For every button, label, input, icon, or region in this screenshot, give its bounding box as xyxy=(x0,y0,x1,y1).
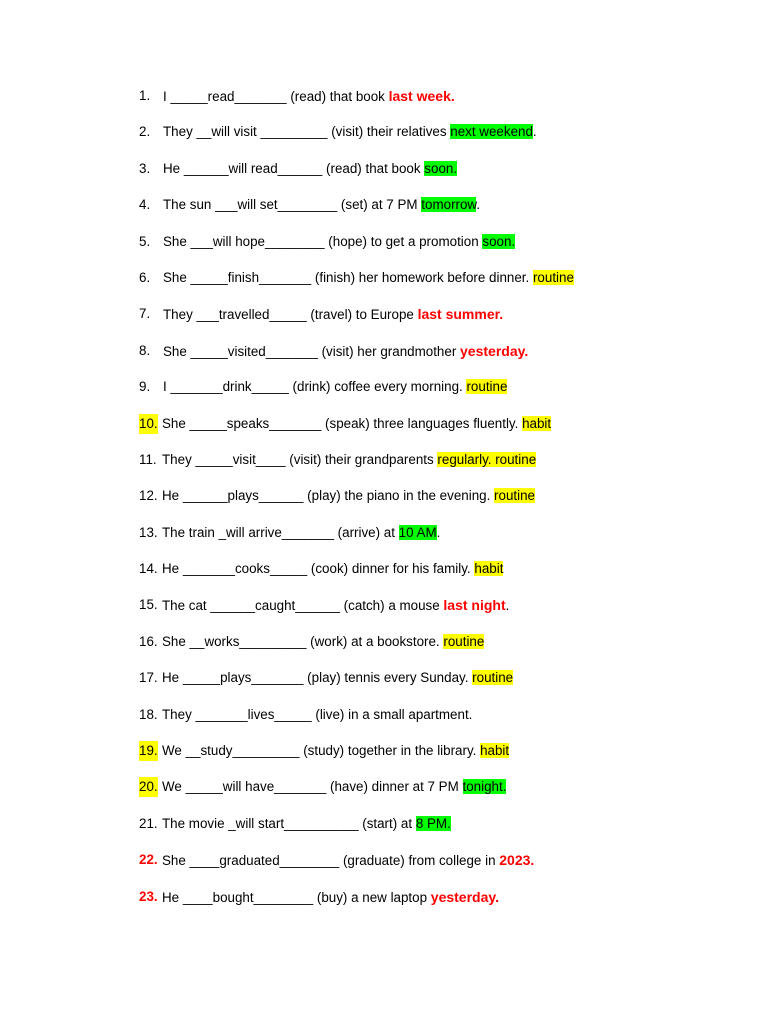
list-item xyxy=(0,705,768,741)
sentence-segment: She ___will hope________ (hope) to get a promotion xyxy=(163,233,483,249)
time-marker-past: last summer. xyxy=(417,306,504,323)
sentence-segment: We _____will have_______ (have) dinner at 7 PM xyxy=(162,779,463,795)
list-item xyxy=(0,414,768,450)
sentence-segment: We __study_________ (study) together in the library. xyxy=(162,743,481,759)
time-marker-future: tomorrow xyxy=(421,197,477,213)
time-marker-habit: routine xyxy=(494,488,535,504)
item-number: 6. xyxy=(139,269,151,285)
sentence-text xyxy=(162,814,451,834)
sentence-segment: He _______cooks_____ (cook) dinner for his family. xyxy=(162,561,475,577)
item-number: 16. xyxy=(139,633,158,649)
sentence-segment: She __works_________ (work) at a bookstore. xyxy=(162,633,444,649)
sentence-segment: The movie _will start__________ (start) at xyxy=(162,815,416,831)
item-number: 12. xyxy=(139,488,158,504)
list-item xyxy=(0,632,768,668)
sentence-text xyxy=(162,414,551,434)
time-marker-future: tonight. xyxy=(462,779,507,795)
time-marker-habit: regularly. routine xyxy=(437,451,537,467)
sentence-text xyxy=(162,887,499,908)
sentence-segment: He ____bought________ (buy) a new laptop xyxy=(162,889,431,905)
sentence-text xyxy=(163,122,537,142)
list-item xyxy=(0,814,768,850)
item-number: 5. xyxy=(139,233,151,249)
time-marker-future: soon. xyxy=(424,160,458,176)
sentence-text xyxy=(162,668,513,688)
sentence-text xyxy=(162,850,534,871)
list-item xyxy=(0,122,768,158)
time-marker-habit: habit xyxy=(474,561,504,577)
sentence-text xyxy=(162,486,535,506)
sentence-segment: The cat ______caught______ (catch) a mouse xyxy=(162,598,444,614)
sentence-text xyxy=(163,159,457,179)
time-marker-habit: routine xyxy=(472,670,514,686)
item-number: 1. xyxy=(139,88,151,103)
list-item xyxy=(0,559,768,595)
sentence-segment: I _____read_______ (read) that book xyxy=(163,89,389,104)
item-number: 3. xyxy=(139,160,151,176)
time-marker-past: yesterday. xyxy=(460,342,529,359)
sentence-segment: They __will visit _________ (visit) their relatives xyxy=(163,124,451,140)
sentence-text xyxy=(162,595,509,616)
list-item xyxy=(0,377,768,413)
list-item xyxy=(0,232,768,268)
item-number: 15. xyxy=(139,597,158,613)
item-number: 22. xyxy=(139,852,158,868)
sentence-text xyxy=(163,341,528,362)
list-item xyxy=(0,850,768,886)
item-number: 9. xyxy=(139,379,151,395)
sentence-segment: He ______will read______ (read) that book xyxy=(163,160,425,176)
sentence-text xyxy=(162,450,536,470)
item-number: 8. xyxy=(139,342,151,358)
time-marker-past: 2023. xyxy=(499,852,535,869)
sentence-segment: She _____visited_______ (visit) her grandmother xyxy=(163,343,461,359)
sentence-text xyxy=(163,195,480,215)
time-marker-future: 8 PM. xyxy=(415,815,451,831)
item-number: 4. xyxy=(139,197,151,213)
sentence-text xyxy=(162,777,506,797)
sentence-segment: . xyxy=(436,524,441,540)
item-number: 21. xyxy=(139,815,158,831)
time-marker-future: soon. xyxy=(482,233,516,249)
sentence-segment: . xyxy=(532,124,537,140)
list-item xyxy=(0,777,768,813)
exercise-list xyxy=(0,86,768,923)
sentence-segment: She _____speaks_______ (speak) three languages fluently. xyxy=(162,415,523,431)
time-marker-future: 10 AM xyxy=(398,524,437,540)
sentence-text xyxy=(162,632,484,652)
list-item xyxy=(0,268,768,304)
time-marker-past: last night xyxy=(443,597,506,614)
item-number: 20. xyxy=(139,777,158,797)
sentence-segment: He _____plays_______ (play) tennis every Sunday. xyxy=(162,670,473,686)
item-number: 17. xyxy=(139,670,158,686)
item-number: 2. xyxy=(139,124,151,140)
item-number: 7. xyxy=(139,306,151,322)
sentence-text xyxy=(162,559,503,579)
list-item xyxy=(0,595,768,631)
sentence-segment: They ___travelled_____ (travel) to Europe xyxy=(163,307,418,323)
sentence-text xyxy=(162,523,440,543)
time-marker-future: next weekend xyxy=(450,124,533,140)
list-item xyxy=(0,86,768,122)
list-item xyxy=(0,159,768,195)
sentence-segment: The sun ___will set________ (set) at 7 PM xyxy=(163,197,422,213)
list-item xyxy=(0,450,768,486)
sentence-text xyxy=(163,86,455,107)
list-item xyxy=(0,304,768,340)
time-marker-habit: routine xyxy=(532,269,574,285)
list-item xyxy=(0,486,768,522)
time-marker-habit: habit xyxy=(480,743,510,759)
time-marker-past: yesterday. xyxy=(430,888,500,905)
item-number: 13. xyxy=(139,524,158,540)
sentence-segment: He ______plays______ (play) the piano in the evening. xyxy=(162,488,495,504)
sentence-segment: I _______drink_____ (drink) coffee every morning. xyxy=(163,379,467,395)
time-marker-habit: routine xyxy=(443,633,485,649)
sentence-text xyxy=(163,377,507,397)
item-number: 18. xyxy=(139,706,158,722)
sentence-segment: They _____visit____ (visit) their grandparents xyxy=(162,451,438,467)
sentence-text xyxy=(163,304,503,325)
time-marker-habit: routine xyxy=(466,379,508,395)
item-number: 10. xyxy=(139,414,158,434)
time-marker-habit: habit xyxy=(522,415,552,431)
sentence-segment: . xyxy=(476,197,481,213)
list-item xyxy=(0,341,768,377)
list-item xyxy=(0,741,768,777)
item-number: 14. xyxy=(139,561,158,577)
sentence-segment: She ____graduated________ (graduate) from college in xyxy=(162,853,500,869)
item-number: 23. xyxy=(139,888,158,904)
sentence-segment: The train _will arrive_______ (arrive) at xyxy=(162,524,399,540)
sentence-text xyxy=(162,741,509,761)
item-number: 19. xyxy=(139,741,158,761)
sentence-segment: She _____finish_______ (finish) her homework before dinner. xyxy=(163,269,533,285)
list-item xyxy=(0,523,768,559)
sentence-text xyxy=(162,705,472,725)
sentence-segment: They _______lives_____ (live) in a small apartment. xyxy=(162,706,473,722)
item-number: 11. xyxy=(139,451,157,467)
sentence-text xyxy=(163,268,574,288)
sentence-text xyxy=(163,232,515,252)
list-item xyxy=(0,668,768,704)
list-item xyxy=(0,195,768,231)
sentence-segment: . xyxy=(505,598,510,614)
time-marker-past: last week. xyxy=(388,88,455,104)
list-item xyxy=(0,887,768,923)
